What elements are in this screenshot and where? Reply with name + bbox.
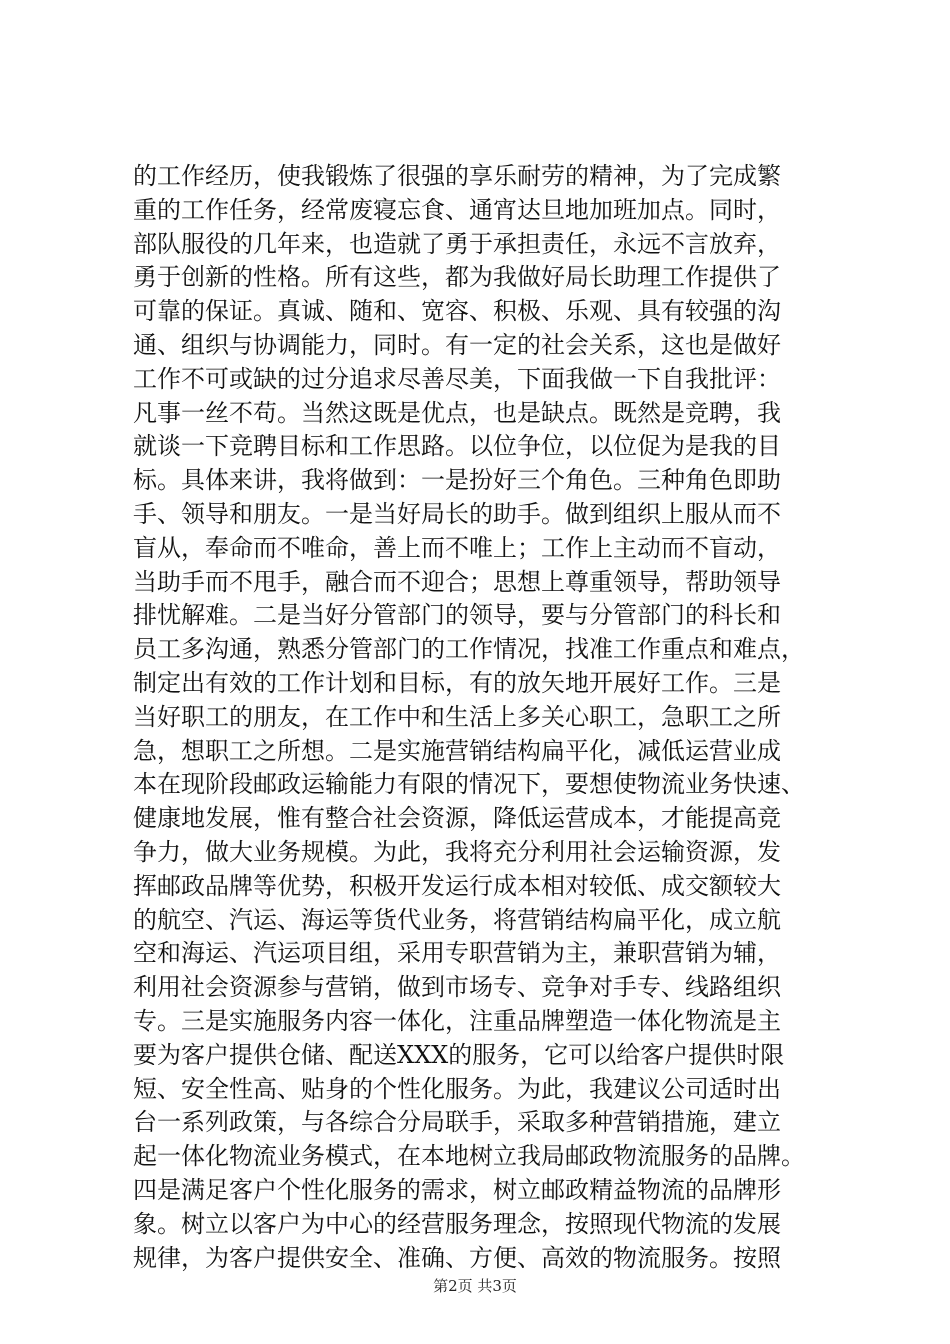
text-line: 要为客户提供仓储、配送XXX的服务，它可以给客户提供时限 xyxy=(133,1040,785,1069)
text-line: 本在现阶段邮政运输能力有限的情况下，要想使物流业务快速、 xyxy=(133,770,805,799)
text-line: 争力，做大业务规模。为此，我将充分利用社会运输资源，发 xyxy=(133,837,781,866)
text-line: 规律，为客户提供安全、准确、方便、高效的物流服务。按照 xyxy=(133,1243,781,1272)
text-line: 通、组织与协调能力，同时。有一定的社会关系，这也是做好 xyxy=(133,330,781,359)
text-line: 四是满足客户个性化服务的需求，树立邮政精益物流的品牌形 xyxy=(133,1175,781,1204)
text-line: 起一体化物流业务模式，在本地树立我局邮政物流服务的品牌。 xyxy=(133,1142,805,1171)
body-text xyxy=(133,160,833,1275)
text-line: 空和海运、汽运项目组，采用专职营销为主，兼职营销为辅， xyxy=(133,939,781,968)
text-line: 的工作经历，使我锻炼了很强的享乐耐劳的精神，为了完成繁 xyxy=(133,162,781,190)
page-number: 第2页 共3页 xyxy=(433,1277,517,1295)
text-line: 就谈一下竞聘目标和工作思路。以位争位，以位促为是我的目 xyxy=(133,432,781,461)
text-line: 台一系列政策，与各综合分局联手，采取多种营销措施，建立 xyxy=(133,1108,781,1137)
text-line: 利用社会资源参与营销，做到市场专、竞争对手专、线路组织 xyxy=(133,973,781,1002)
text-line: 制定出有效的工作计划和目标，有的放矢地开展好工作。三是 xyxy=(133,668,781,697)
text-line: 的航空、汽运、海运等货代业务，将营销结构扁平化，成立航 xyxy=(133,905,781,934)
text-line: 短、安全性高、贴身的个性化服务。为此，我建议公司适时出 xyxy=(133,1074,781,1103)
text-line: 员工多沟通，熟悉分管部门的工作情况，找准工作重点和难点， xyxy=(133,635,805,664)
text-line: 排忧解难。二是当好分管部门的领导，要与分管部门的科长和 xyxy=(133,601,781,630)
text-line: 工作不可或缺的过分追求尽善尽美，下面我做一下自我批评： xyxy=(133,364,781,393)
text-line: 标。具体来讲，我将做到：一是扮好三个角色。三种角色即助 xyxy=(133,466,781,495)
text-line: 盲从，奉命而不唯命，善上而不唯上；工作上主动而不盲动， xyxy=(133,533,781,562)
text-line: 凡事一丝不苟。当然这既是优点，也是缺点。既然是竞聘，我 xyxy=(133,398,781,427)
text-line: 可靠的保证。真诚、随和、宽容、积极、乐观、具有较强的沟 xyxy=(133,297,781,326)
text-line: 部队服役的几年来，也造就了勇于承担责任，永远不言放弃， xyxy=(133,229,781,258)
text-line: 手、领导和朋友。一是当好局长的助手。做到组织上服从而不 xyxy=(133,499,781,528)
text-line: 当助手而不甩手，融合而不迎合；思想上尊重领导，帮助领导 xyxy=(133,567,781,596)
text-line: 专。三是实施服务内容一体化，注重品牌塑造一体化物流是主 xyxy=(133,1006,781,1035)
text-line: 急，想职工之所想。二是实施营销结构扁平化，减低运营业成 xyxy=(133,736,781,765)
text-line: 健康地发展，惟有整合社会资源，降低运营成本，才能提高竞 xyxy=(133,804,781,833)
text-line: 勇于创新的性格。所有这些，都为我做好局长助理工作提供了 xyxy=(133,263,781,292)
text-line: 当好职工的朋友，在工作中和生活上多关心职工，急职工之所 xyxy=(133,702,781,731)
text-line: 象。树立以客户为中心的经营服务理念，按照现代物流的发展 xyxy=(133,1209,781,1238)
text-line: 重的工作任务，经常废寝忘食、通宵达旦地加班加点。同时， xyxy=(133,195,781,224)
text-line: 挥邮政品牌等优势，积极开发运行成本相对较低、成交额较大 xyxy=(133,871,781,900)
